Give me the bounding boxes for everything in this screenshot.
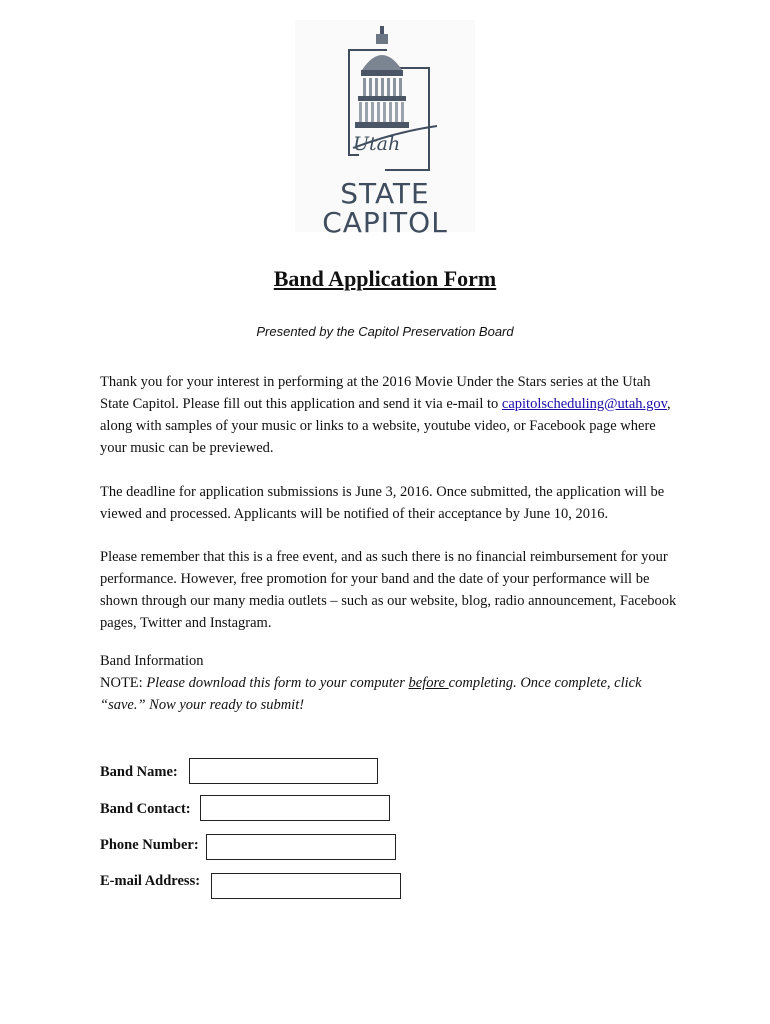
band-info-section [100, 650, 680, 716]
logo-utah-text: Utah [353, 133, 401, 155]
phone-number-input[interactable] [206, 834, 396, 860]
note-text: Please download this form to your computer before completing. Once complete, click “save.” Now your ready to submit! [100, 675, 642, 713]
free-event-paragraph: Please remember that this is a free event, and as such there is no financial reimbursement for your performance. However, free promotion for your band and the date of your performance will be shown through our many media outlets – such as our website, blog, radio announcement, Facebook pages, Twitter and Instagram. [100, 549, 677, 631]
email-link[interactable]: capitolscheduling@utah.gov [501, 396, 667, 412]
capitol-logo [295, 20, 475, 239]
band-name-label: Band Name: [100, 764, 178, 780]
email-address-label: E-mail Address: [100, 873, 201, 889]
intro-paragraph: Thank you for your interest in performing at the 2016 Movie Under the Stars series at the Utah State Capitol. Please fill out this application and send it via e-mail to capitolscheduling@utah.gov, along with samples of your music or links to a website, youtube video, or Facebook page where your music can be previewed. [100, 374, 671, 456]
phone-number-label: Phone Number: [100, 837, 199, 853]
page-title: Band Application Form [273, 266, 497, 291]
email-address-input[interactable] [211, 873, 401, 899]
logo-capitol-text: CAPITOL [322, 206, 448, 239]
band-contact-label: Band Contact: [100, 801, 191, 817]
band-contact-input[interactable] [200, 795, 390, 821]
page-subtitle: Presented by the Capitol Preservation Board [256, 324, 514, 339]
deadline-paragraph: The deadline for application submissions is June 3, 2016. Once submitted, the application will be viewed and processed. Applicants will be notified of their acceptance by June 10, 2016. [100, 484, 665, 522]
band-name-input[interactable] [189, 758, 378, 784]
logo-state-text: STATE [340, 177, 430, 210]
band-info-heading: Band Information [100, 653, 204, 669]
note-label: NOTE: [100, 675, 147, 691]
